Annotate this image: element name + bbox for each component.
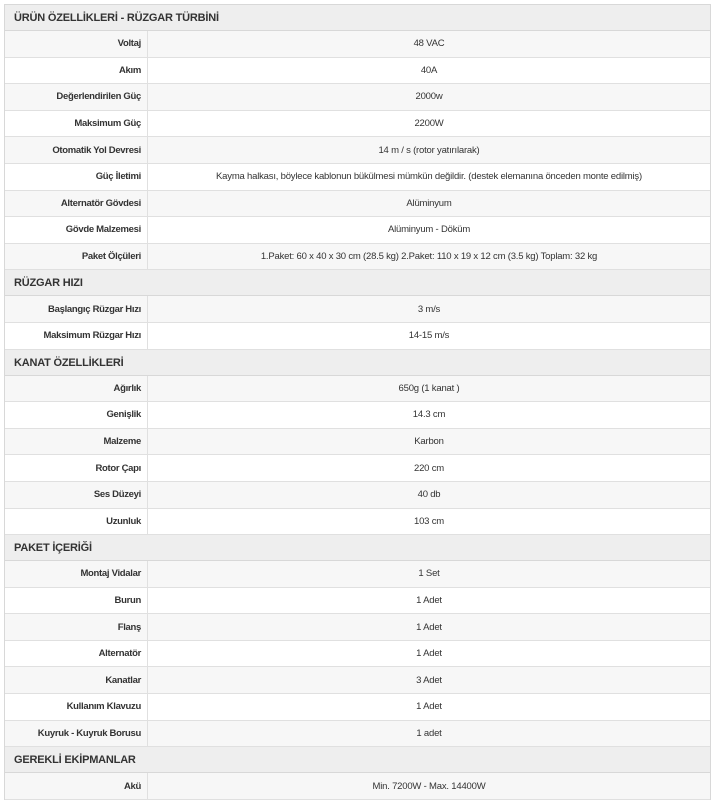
- spec-value: Karbon: [414, 436, 444, 448]
- spec-row: [5, 614, 710, 641]
- spec-label: Burun: [5, 588, 148, 614]
- spec-row: [5, 31, 710, 58]
- spec-value: Kayma halkası, böylece kablonun bükülmesi mümkün değildir. (destek elemanına önceden monte edilmiş): [216, 171, 642, 183]
- spec-row: [5, 561, 710, 588]
- spec-row: [5, 217, 710, 244]
- spec-label: Uzunluk: [5, 509, 148, 535]
- spec-row: [5, 164, 710, 191]
- spec-label: Malzeme: [5, 429, 148, 455]
- spec-label: Akü: [5, 773, 148, 799]
- spec-row: [5, 376, 710, 403]
- spec-row: [5, 721, 710, 748]
- section-header: ÜRÜN ÖZELLİKLERİ - RÜZGAR TÜRBİNİ: [5, 5, 710, 31]
- spec-value: 40A: [420, 64, 438, 76]
- spec-label: Kuyruk - Kuyruk Borusu: [5, 721, 148, 747]
- spec-label: Değerlendirilen Güç: [5, 84, 148, 110]
- spec-value: 2000w: [415, 91, 443, 103]
- spec-value: 1 Set: [418, 568, 440, 580]
- section-header: RÜZGAR HIZI: [5, 270, 710, 296]
- spec-value: Alüminyum - Döküm: [387, 224, 471, 236]
- section-header: GEREKLİ EKİPMANLAR: [5, 747, 710, 773]
- spec-row: [5, 244, 710, 271]
- spec-value: 14 m / s (rotor yatırılarak): [378, 144, 480, 156]
- spec-value: Alüminyum: [406, 197, 452, 209]
- section-header: PAKET İÇERİĞİ: [5, 535, 710, 561]
- spec-row: [5, 323, 710, 350]
- spec-row: [5, 588, 710, 615]
- spec-label: Ses Düzeyi: [5, 482, 148, 508]
- spec-value: 14.3 cm: [412, 409, 446, 421]
- spec-row: [5, 641, 710, 668]
- spec-value: 650g (1 kanat ): [398, 382, 460, 394]
- spec-label: Otomatik Yol Devresi: [5, 137, 148, 163]
- spec-label: Kullanım Klavuzu: [5, 694, 148, 720]
- spec-value: 1 Adet: [416, 621, 442, 633]
- spec-value: 220 cm: [414, 462, 444, 474]
- spec-label: Flanş: [5, 614, 148, 640]
- spec-row: [5, 296, 710, 323]
- spec-row: [5, 191, 710, 218]
- spec-label: Alternatör Gövdesi: [5, 191, 148, 217]
- spec-label: Gövde Malzemesi: [5, 217, 148, 243]
- spec-label: Voltaj: [5, 31, 148, 57]
- spec-label: Güç İletimi: [5, 164, 148, 190]
- spec-value: 3 m/s: [417, 303, 441, 315]
- spec-label: Genişlik: [5, 402, 148, 428]
- spec-label: Maksimum Güç: [5, 111, 148, 137]
- spec-label: Rotor Çapı: [5, 455, 148, 481]
- spec-row: [5, 667, 710, 694]
- spec-label: Kanatlar: [5, 667, 148, 693]
- spec-row: [5, 509, 710, 536]
- spec-value: 1 Adet: [416, 701, 442, 713]
- section-header: KANAT ÖZELLİKLERİ: [5, 350, 710, 376]
- spec-row: [5, 402, 710, 429]
- spec-value: 3 Adet: [416, 674, 442, 686]
- spec-value: 1.Paket: 60 x 40 x 30 cm (28.5 kg) 2.Paket: 110 x 19 x 12 cm (3.5 kg) Toplam: 32 kg: [260, 251, 598, 263]
- spec-row: [5, 137, 710, 164]
- spec-label: Başlangıç Rüzgar Hızı: [5, 296, 148, 322]
- spec-label: Maksimum Rüzgar Hızı: [5, 323, 148, 349]
- spec-row: [5, 84, 710, 111]
- spec-row: [5, 111, 710, 138]
- spec-row: [5, 429, 710, 456]
- spec-row: [5, 773, 710, 800]
- spec-label: Akım: [5, 58, 148, 84]
- spec-value: 40 db: [417, 489, 441, 501]
- spec-value: 48 VAC: [413, 38, 445, 50]
- spec-label: Montaj Vidalar: [5, 561, 148, 587]
- spec-value: 1 Adet: [416, 594, 442, 606]
- spec-row: [5, 694, 710, 721]
- spec-value: 103 cm: [414, 515, 444, 527]
- spec-value: Min. 7200W - Max. 14400W: [372, 780, 486, 792]
- spec-table: [4, 4, 711, 800]
- spec-label: Alternatör: [5, 641, 148, 667]
- spec-value: 14-15 m/s: [408, 330, 450, 342]
- spec-label: Ağırlık: [5, 376, 148, 402]
- spec-value: 1 adet: [416, 727, 442, 739]
- spec-row: [5, 482, 710, 509]
- spec-value: 1 Adet: [416, 648, 442, 660]
- spec-row: [5, 58, 710, 85]
- spec-value: 2200W: [414, 118, 444, 130]
- spec-label: Paket Ölçüleri: [5, 244, 148, 270]
- spec-row: [5, 455, 710, 482]
